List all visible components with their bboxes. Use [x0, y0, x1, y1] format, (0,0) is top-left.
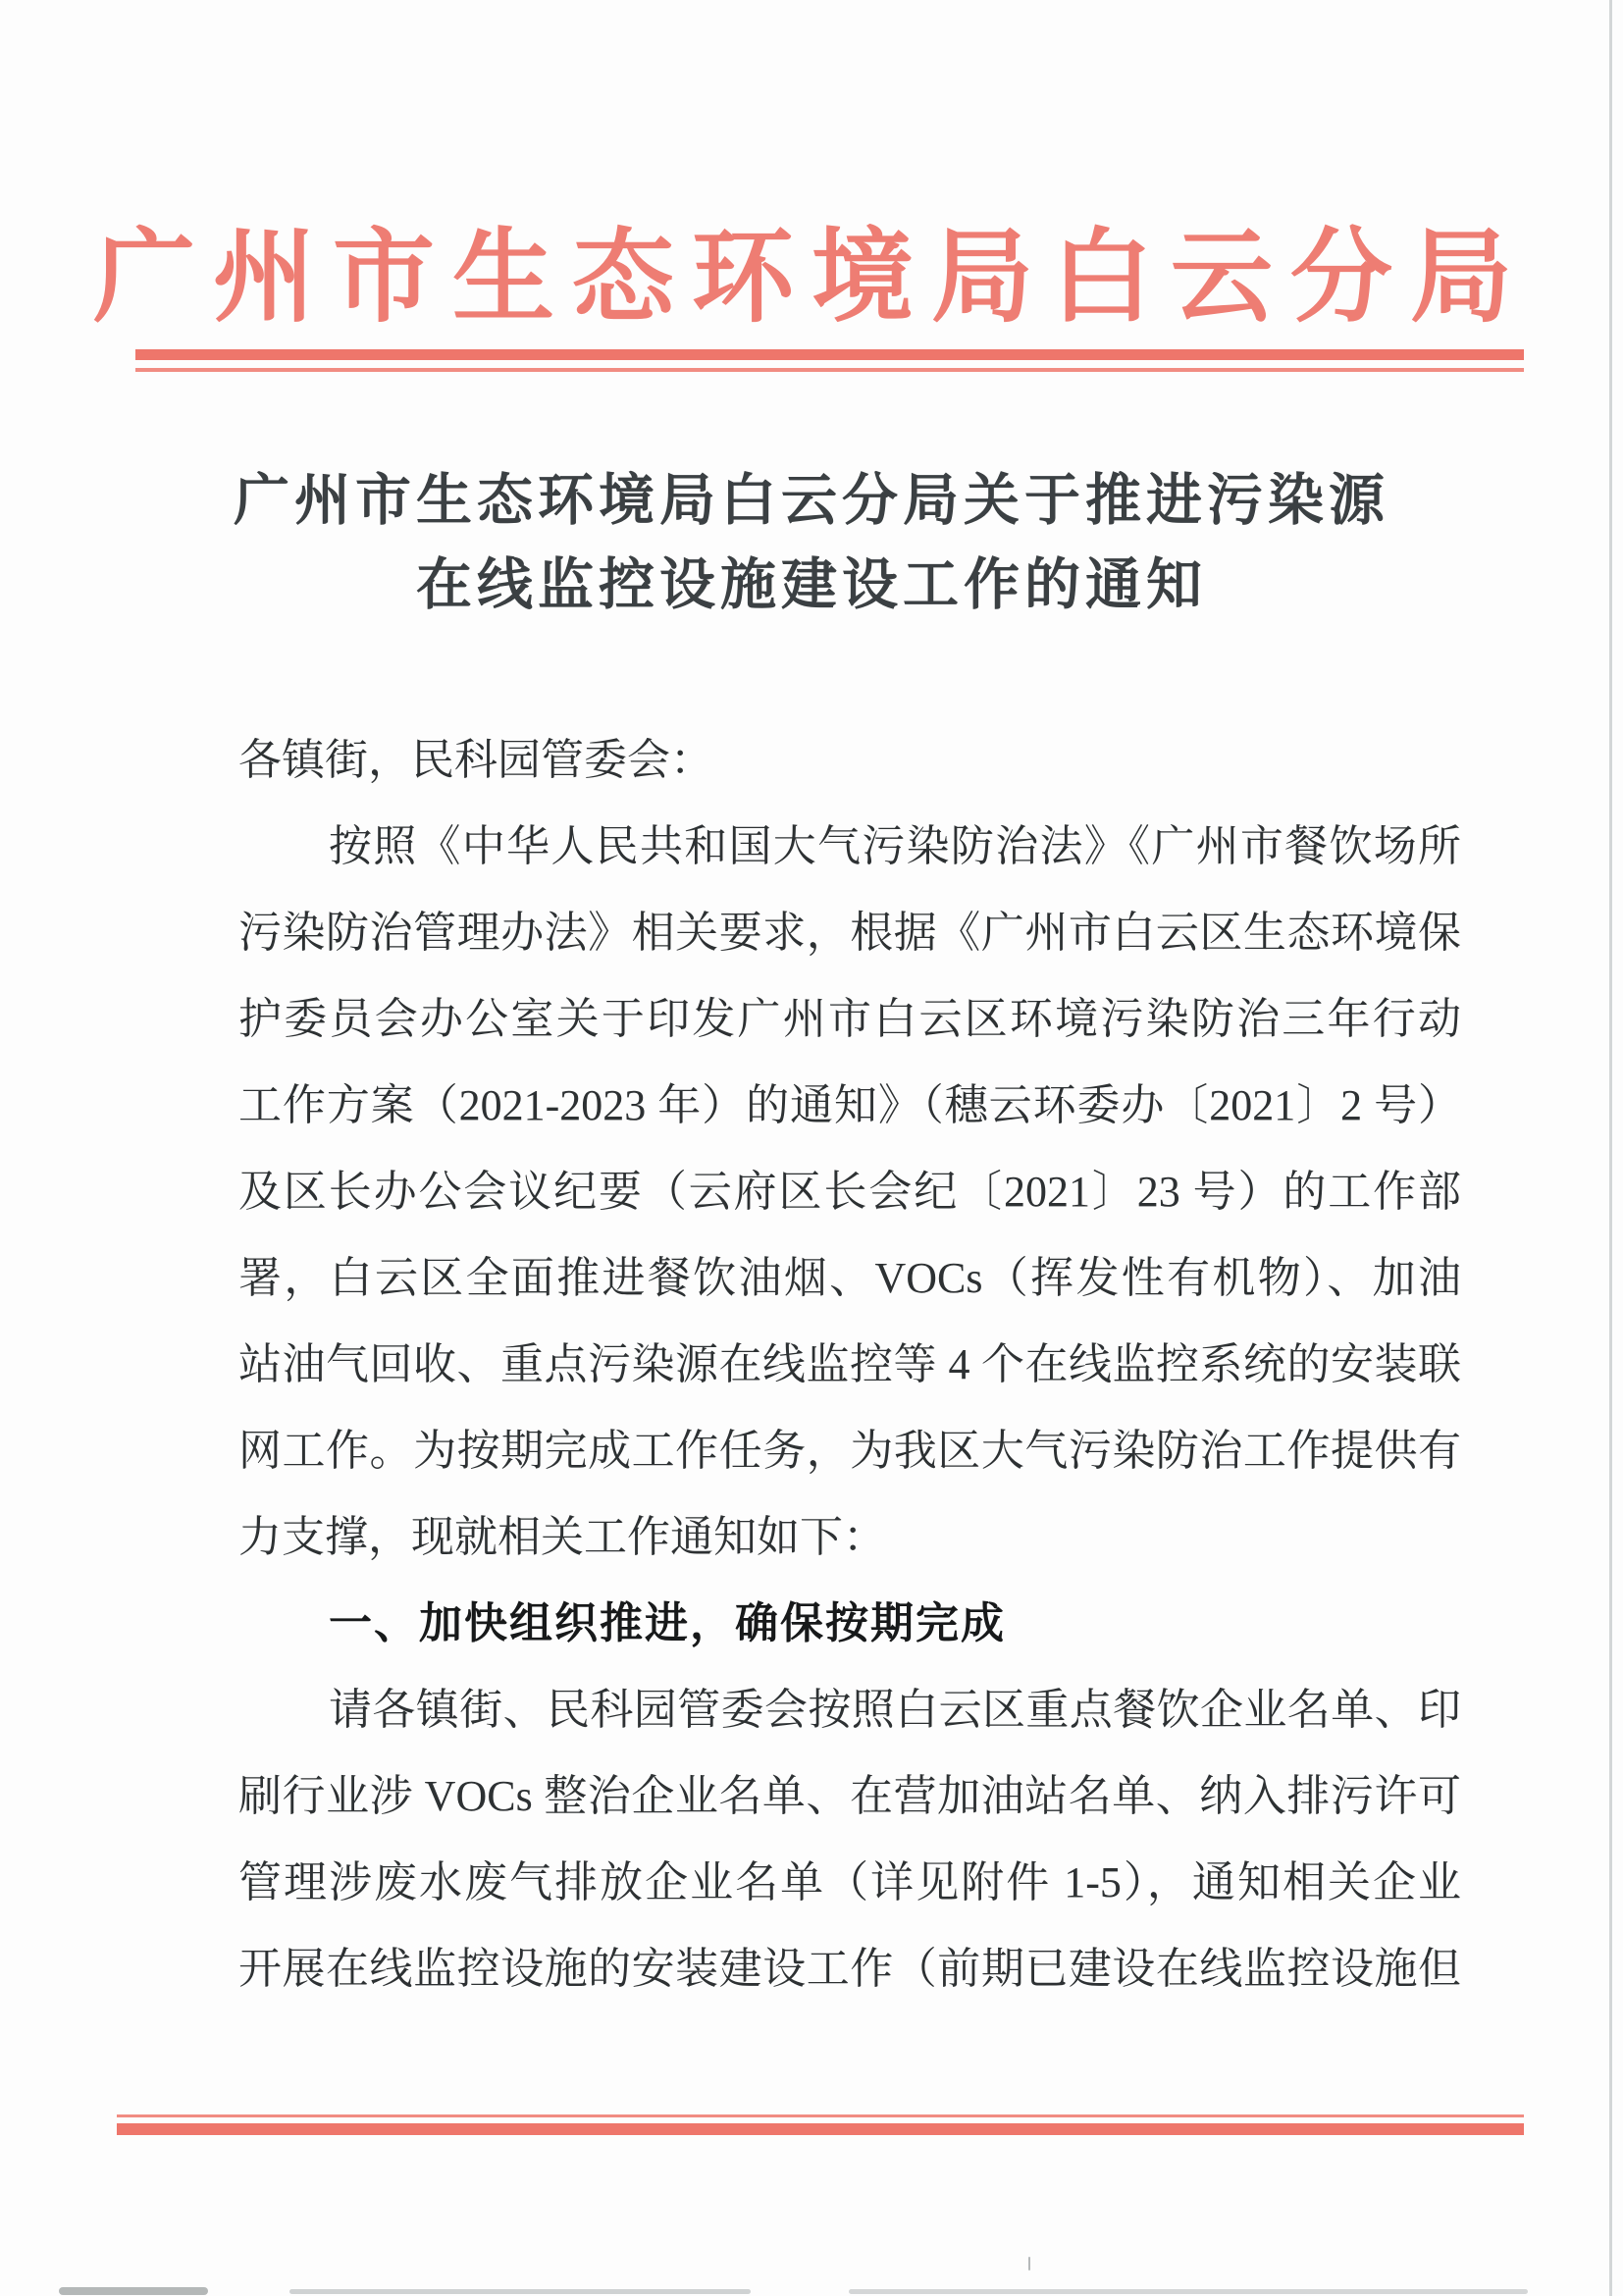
document-line: 站油气回收、重点污染源在线监控等 4 个在线监控系统的安装联 [238, 1340, 1461, 1388]
agency-header: 广州市生态环境局白云分局 [92, 222, 1530, 335]
document-line: 护委员会办公室关于印发广州市白云区环境污染防治三年行动 [238, 995, 1461, 1043]
scan-smudge-artifact [849, 2289, 1528, 2294]
scan-smudge-artifact [1028, 2257, 1030, 2270]
document-line: 及区长办公会议纪要（云府区长会纪〔2021〕23 号）的工作部 [238, 1168, 1461, 1216]
document-line: 各镇街，民科园管委会： [238, 736, 713, 784]
header-rule-thin [135, 368, 1524, 372]
document-line: 开展在线监控设施的安装建设工作（前期已建设在线监控设施但 [238, 1945, 1461, 1993]
document-line: 按照《中华人民共和国大气污染防治法》《广州市餐饮场所 [329, 822, 1461, 870]
document-title-line-2: 在线监控设施建设工作的通知 [416, 554, 1207, 616]
scan-smudge-artifact [289, 2289, 751, 2294]
document-line: 刷行业涉 VOCs 整治企业名单、在营加油站名单、纳入排污许可 [238, 1772, 1461, 1820]
footer-rule-thin [117, 2114, 1524, 2117]
header-rule-thick [135, 349, 1524, 360]
document-title [0, 459, 1623, 628]
document-line: 署，白云区全面推进餐饮油烟、VOCs（挥发性有机物）、加油 [238, 1254, 1461, 1302]
document-title-line-1: 广州市生态环境局白云分局关于推进污染源 [234, 470, 1389, 532]
document-line: 网工作。为按期完成工作任务，为我区大气污染防治工作提供有 [238, 1427, 1461, 1475]
document-line: 请各镇街、民科园管委会按照白云区重点餐饮企业名单、印 [329, 1686, 1461, 1734]
scan-smudge-artifact [59, 2287, 208, 2295]
footer-rule-thick [117, 2123, 1524, 2135]
document-line: 污染防治管理办法》相关要求，根据《广州市白云区生态环境保 [238, 909, 1461, 957]
document-body [238, 717, 1461, 2012]
document-line: 力支撑，现就相关工作通知如下： [238, 1513, 886, 1561]
scan-edge-artifact [1609, 0, 1612, 2296]
document-line: 工作方案（2021-2023 年）的通知》（穗云环委办〔2021〕2 号） [238, 1081, 1461, 1129]
document-line: 管理涉废水废气排放企业名单（详见附件 1-5），通知相关企业 [238, 1858, 1461, 1906]
section-heading-line: 一、加快组织推进，确保按期完成 [329, 1599, 1006, 1647]
